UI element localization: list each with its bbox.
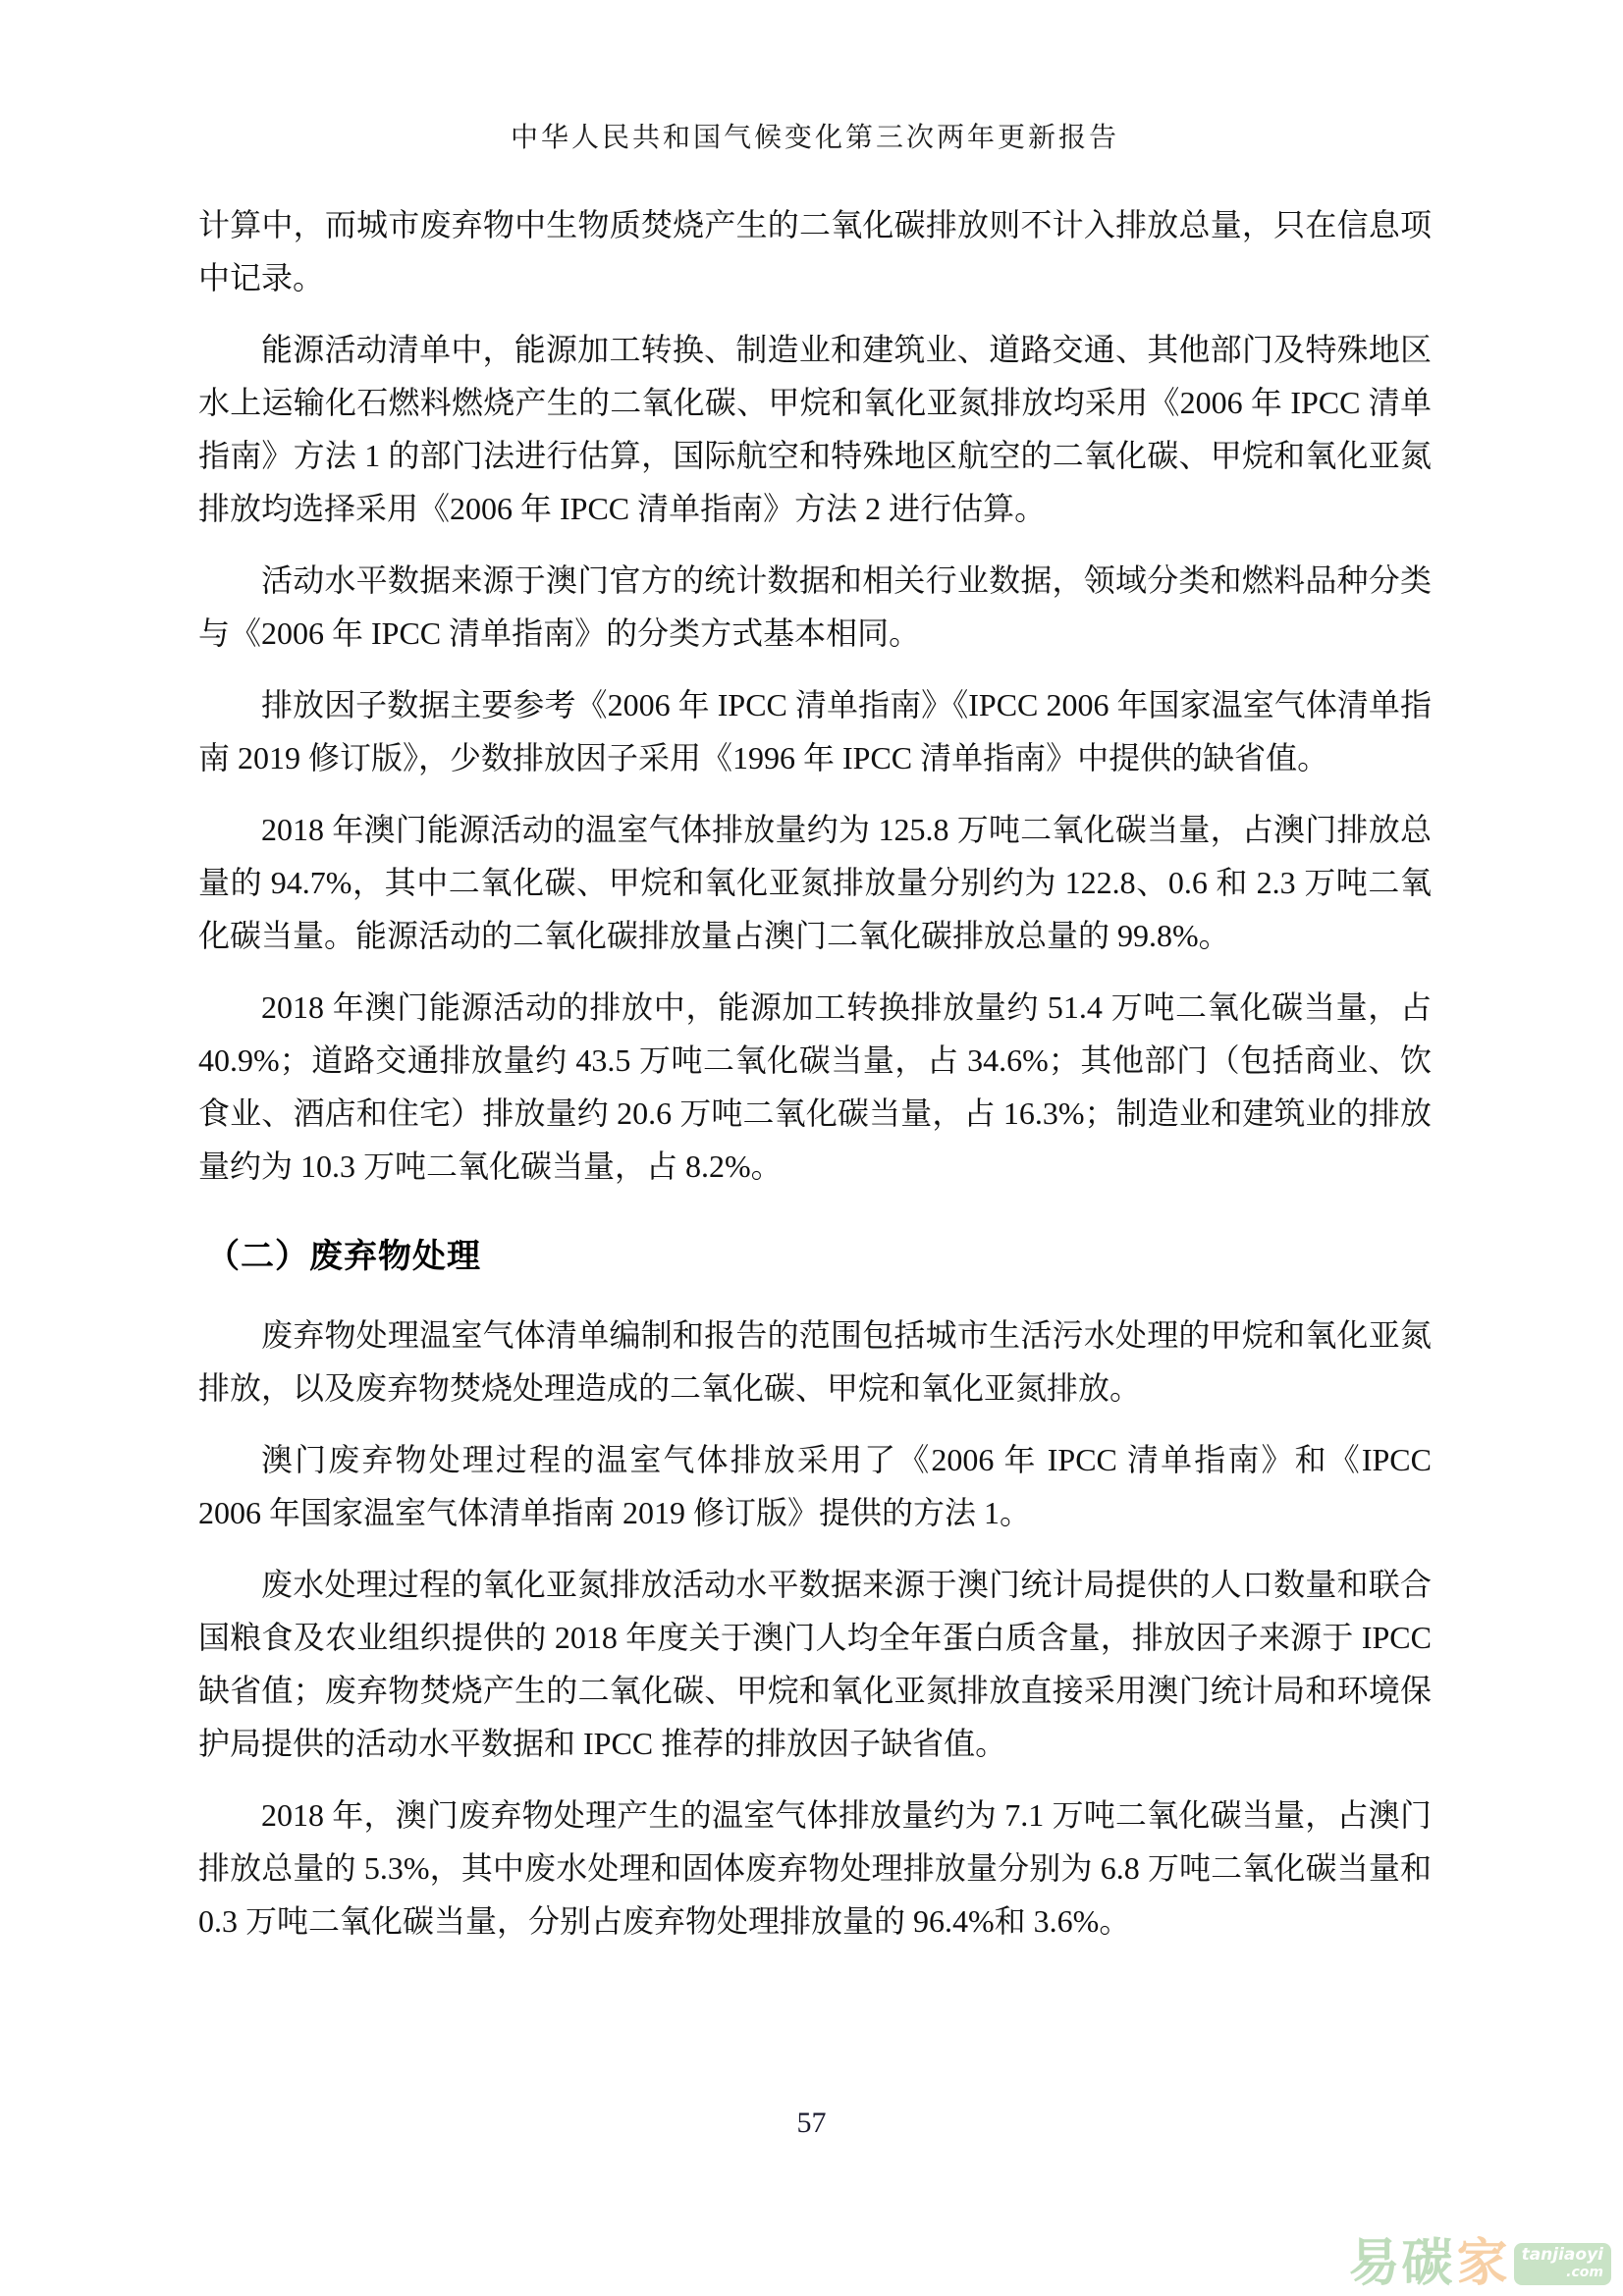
watermark-chars-yitan: 易碳 <box>1348 2234 1455 2293</box>
running-header: 中华人民共和国气候变化第三次两年更新报告 <box>510 123 1119 153</box>
watermark-domain-tld: .com <box>1566 2264 1603 2280</box>
paragraph: 2018 年，澳门废弃物处理产生的温室气体排放量约为 7.1 万吨二氧化碳当量，占澳门排放总量的 5.3%，其中废水处理和固体废弃物处理排放量分别为 6.8 万吨二氧化碳当量和 0.3 万吨二氧化碳当量，分别占废弃物处理排放量的 96.4%和 3.6%。 <box>198 1797 1432 1939</box>
paragraph: 活动水平数据来源于澳门官方的统计数据和相关行业数据，领域分类和燃料品种分类与《2006 年 IPCC 清单指南》的分类方式基本相同。 <box>198 562 1432 651</box>
paragraph: 计算中，而城市废弃物中生物质焚烧产生的二氧化碳排放则不计入排放总量，只在信息项中记录。 <box>198 207 1432 295</box>
watermark-badge <box>1514 2243 1611 2285</box>
paragraph: 澳门废弃物处理过程的温室气体排放采用了《2006 年 IPCC 清单指南》和《IPCC 2006 年国家温室气体清单指南 2019 修订版》提供的方法 1。 <box>198 1442 1432 1530</box>
paragraph: 2018 年澳门能源活动的温室气体排放量约为 125.8 万吨二氧化碳当量，占澳门排放总量的 94.7%，其中二氧化碳、甲烷和氧化亚氮排放量分别约为 122.8、0.6 和 2.3 万吨二氧化碳当量。能源活动的二氧化碳排放量占澳门二氧化碳排放总量的 99.8%。 <box>198 812 1432 953</box>
paragraph: 废水处理过程的氧化亚氮排放活动水平数据来源于澳门统计局提供的人口数量和联合国粮食及农业组织提供的 2018 年度关于澳门人均全年蛋白质含量，排放因子来源于 IPCC 缺省值；废弃物焚烧产生的二氧化碳、甲烷和氧化亚氮排放直接采用澳门统计局和环境保护局提供的活动水平数据和 IPCC 推荐的排放因子缺省值。 <box>198 1567 1432 1761</box>
paragraph: 废弃物处理温室气体清单编制和报告的范围包括城市生活污水处理的甲烷和氧化亚氮排放，以及废弃物焚烧处理造成的二氧化碳、甲烷和氧化亚氮排放。 <box>198 1317 1432 1406</box>
watermark-domain-name: tanjiaoyi <box>1521 2244 1603 2265</box>
watermark-char-jia: 家 <box>1456 2234 1508 2293</box>
paragraph: 排放因子数据主要参考《2006 年 IPCC 清单指南》《IPCC 2006 年国家温室气体清单指南 2019 修订版》，少数排放因子采用《1996 年 IPCC 清单指南》中提供的缺省值。 <box>198 687 1432 775</box>
page-number: 57 <box>796 2107 827 2139</box>
watermark-logo <box>1349 2235 1611 2292</box>
section-heading: （二）废弃物处理 <box>206 1238 481 1275</box>
document-body <box>198 198 1432 1966</box>
paragraph: 2018 年澳门能源活动的排放中，能源加工转换排放量约 51.4 万吨二氧化碳当量，占 40.9%；道路交通排放量约 43.5 万吨二氧化碳当量，占 34.6%；其他部门（包括商业、饮食业、酒店和住宅）排放量约 20.6 万吨二氧化碳当量，占 16.3%；制造业和建筑业的排放量约为 10.3 万吨二氧化碳当量，占 8.2%。 <box>198 989 1432 1184</box>
paragraph: 能源活动清单中，能源加工转换、制造业和建筑业、道路交通、其他部门及特殊地区水上运输化石燃料燃烧产生的二氧化碳、甲烷和氧化亚氮排放均采用《2006 年 IPCC 清单指南》方法 1 的部门法进行估算，国际航空和特殊地区航空的二氧化碳、甲烷和氧化亚氮排放均选择采用《2006 年 IPCC 清单指南》方法 2 进行估算。 <box>198 332 1432 526</box>
